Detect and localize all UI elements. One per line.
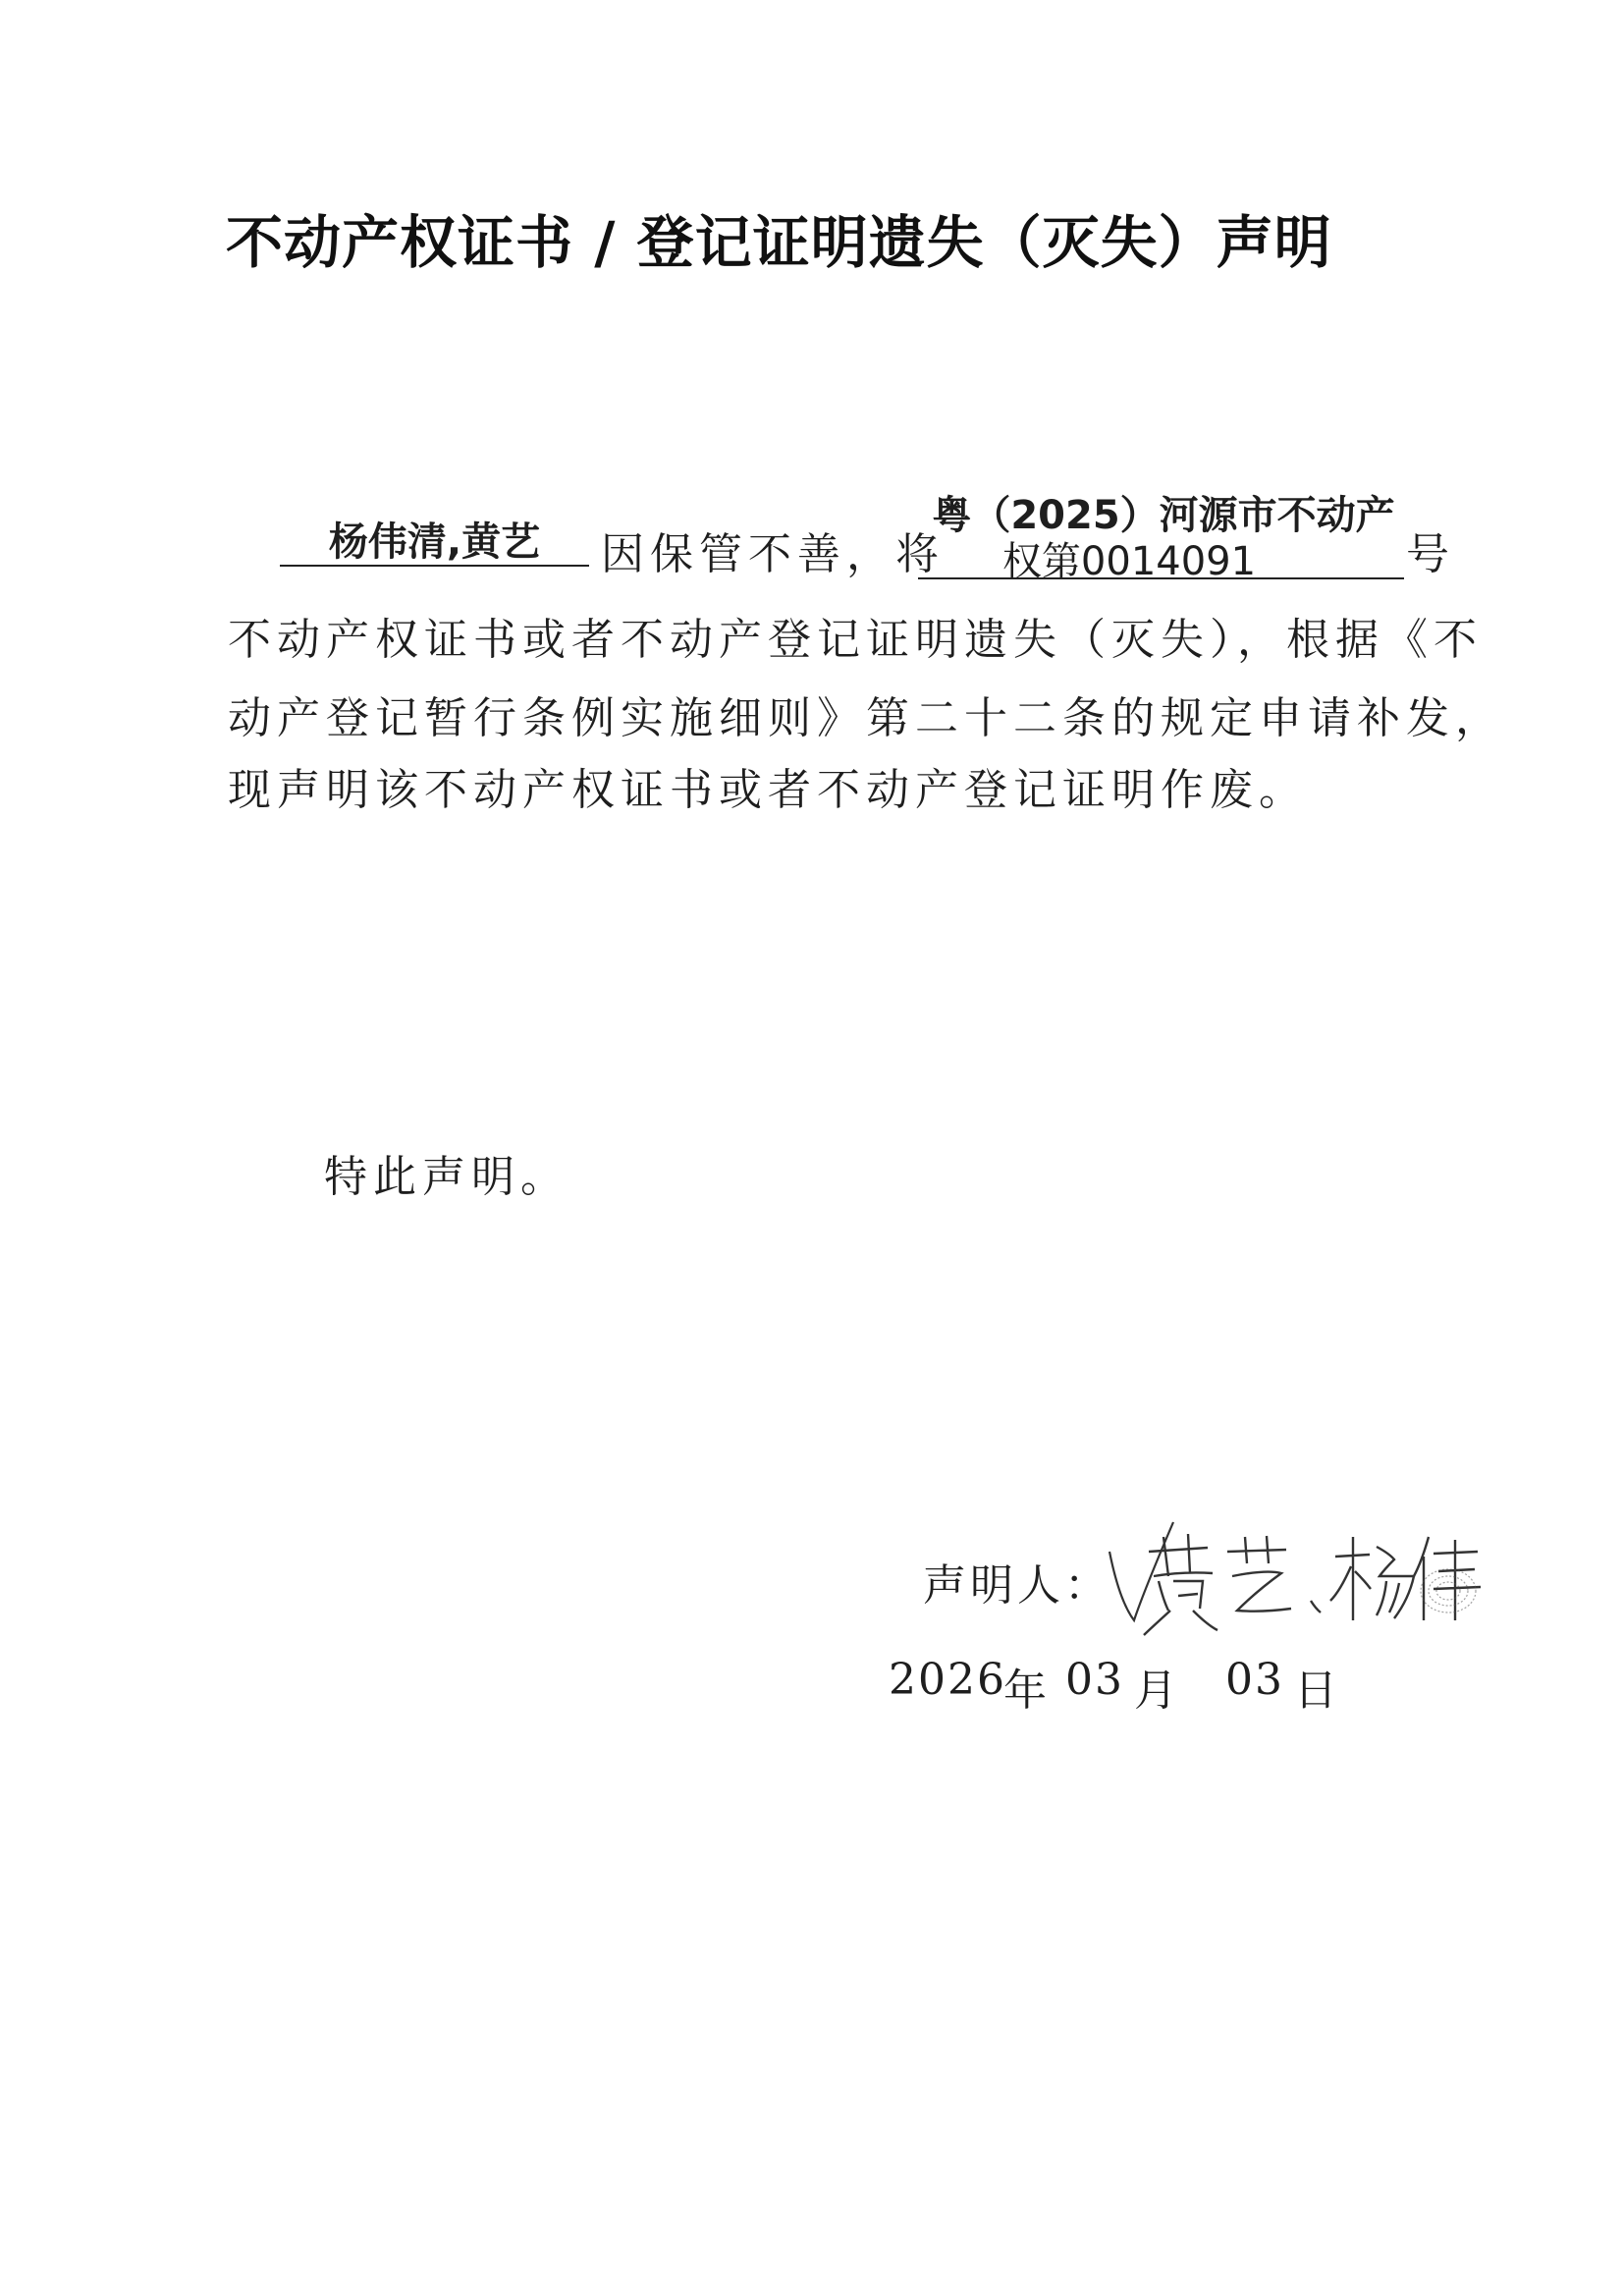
date-day: 03 — [1225, 1655, 1284, 1705]
date-month-unit: 月 — [1134, 1666, 1183, 1716]
handwritten-signature — [1090, 1483, 1483, 1650]
certificate-number-line1: 粤（2025）河源市不动产 — [932, 493, 1395, 538]
body-line-2: 不动产权证书或者不动产登记证明遗失（灭失），根据《不 — [228, 615, 1483, 665]
certificate-number-line2: 权第0014091 — [1001, 539, 1257, 584]
closing-statement: 特此声明。 — [324, 1152, 569, 1202]
clause-lost-due-to: 因保管不善，将 — [601, 529, 945, 579]
document-title: 不动产权证书 / 登记证明遗失（灭失）声明 — [226, 209, 1332, 276]
declarant-names-underline — [280, 565, 589, 567]
body-line-3: 动产登记暂行条例实施细则》第二十二条的规定申请补发， — [228, 693, 1504, 743]
date-day-unit: 日 — [1294, 1666, 1343, 1716]
number-suffix: 号 — [1406, 529, 1455, 579]
certificate-number-underline — [918, 577, 1404, 579]
body-line-4: 现声明该不动产权证书或者不动产登记证明作废。 — [228, 765, 1308, 815]
date-year-unit: 年 — [1003, 1666, 1053, 1716]
declarant-label: 声明人： — [923, 1560, 1111, 1611]
date-year: 2026 — [889, 1655, 1006, 1705]
date-month: 03 — [1065, 1655, 1124, 1705]
declarant-names: 杨伟清,黄艺 — [328, 519, 541, 565]
